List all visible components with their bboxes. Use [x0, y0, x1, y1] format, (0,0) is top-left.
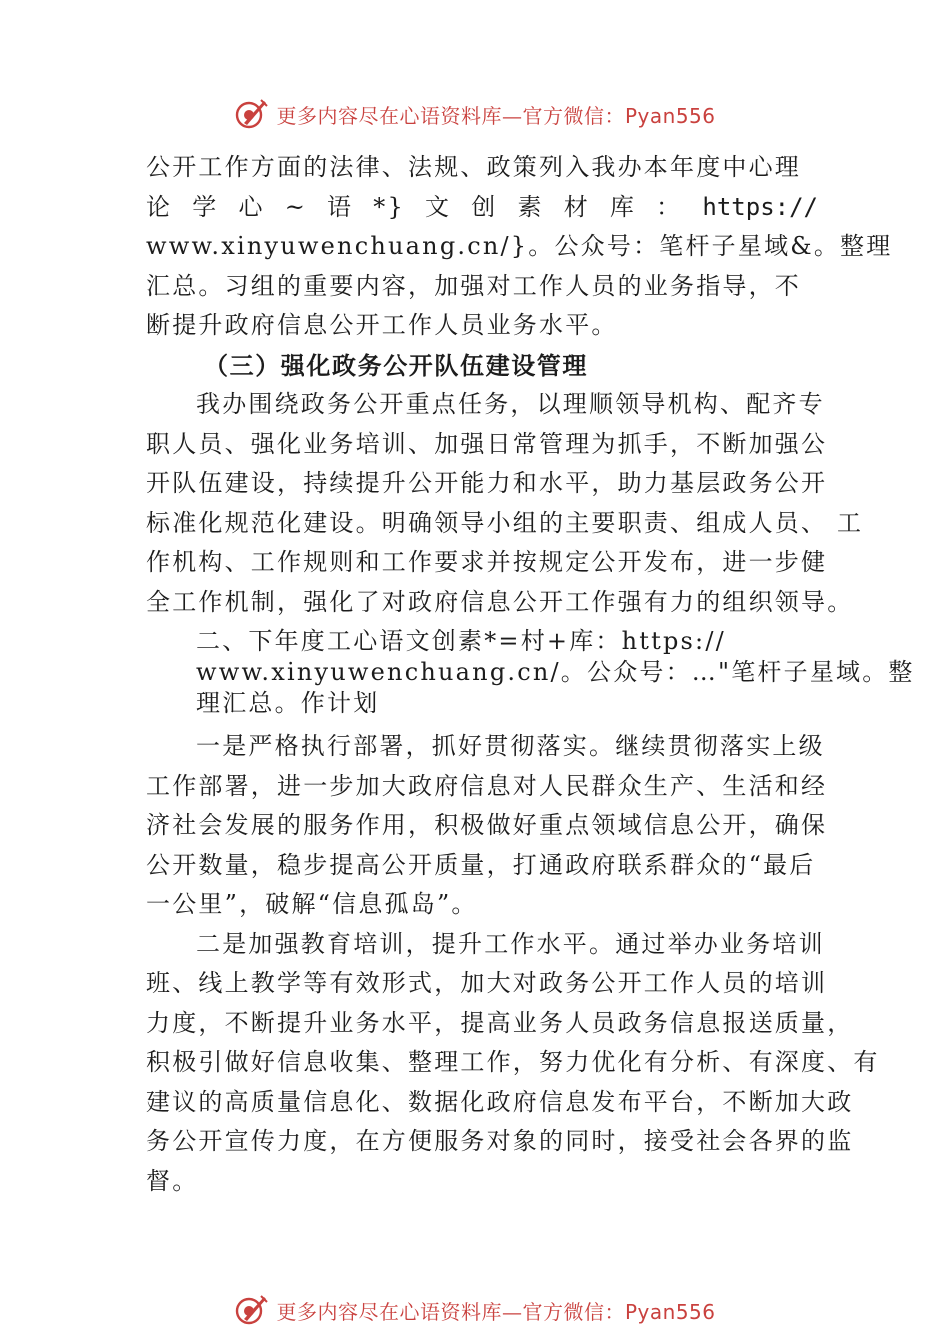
paragraph-line: 一公里”，破解“信息孤岛”。	[146, 890, 478, 918]
wechat-id: Pyan556	[624, 103, 716, 128]
paragraph-line: 力度，不断提升业务水平，提高业务人员政务信息报送质量，	[146, 1008, 854, 1037]
paragraph-line: 我办围绕政务公开重点任务，以理顺领导机构、配齐专	[196, 390, 825, 418]
header-banner-text: 更多内容尽在心语资料库—官方微信：Pyan556	[276, 103, 716, 128]
body-line-spaced: 论 学 心 ~ 语 *} 文 创 素 材 库 ： https://	[146, 192, 818, 221]
body-line: 汇总。习组的重要内容，加强对工作人员的业务指导，不	[146, 271, 801, 300]
body-line: 公开工作方面的法律、法规、政策列入我办本年度中心理	[146, 153, 801, 181]
paragraph-line: 督。	[146, 1166, 199, 1195]
paragraph-line: 全工作机制，强化了对政府信息公开工作强有力的组织领导。	[146, 587, 854, 616]
paragraph-line: 班、线上教学等有效形式，加大对政务公开工作人员的培训	[146, 969, 828, 997]
body-line: www.xinyuwenchuang.cn/}。公众号：笔杆子星域&。整理	[146, 232, 893, 260]
section-two-heading: 二、下年度工心语文创素*=村+库：https://	[196, 627, 726, 655]
paragraph-line: 工作部署，进一步加大政府信息对人民群众生产、生活和经	[146, 771, 828, 800]
paragraph-line: 一是严格执行部署，抓好贯彻落实。继续贯彻落实上级	[196, 732, 825, 760]
paragraph-line: 济社会发展的服务作用，积极做好重点领域信息公开，确保	[146, 811, 828, 839]
paragraph-line: 二是加强教育培训，提升工作水平。通过举办业务培训	[196, 929, 825, 958]
paragraph-line: 标准化规范化建设。明确领导小组的主要职责、组成人员、 工	[146, 508, 864, 537]
quill-seal-logo-icon	[234, 97, 268, 131]
footer-banner	[0, 1290, 950, 1330]
paragraph-line: 积极引做好信息收集、整理工作，努力优化有分析、有深度、有	[146, 1048, 880, 1076]
quill-seal-logo-icon	[234, 1293, 268, 1327]
header-banner	[0, 94, 950, 134]
paragraph-line: 作机构、工作规则和工作要求并按规定公开发布，进一步健	[146, 548, 828, 576]
paragraph-line: 建议的高质量信息化、数据化政府信息发布平台，不断加大政	[146, 1087, 854, 1116]
section-heading: （三）强化政务公开队伍建设管理	[204, 350, 588, 380]
document-body	[146, 148, 915, 1201]
section-two-heading: 理汇总。作计划	[196, 689, 380, 717]
section-two-heading: www.xinyuwenchuang.cn/。公众号：…"笔杆子星域。整	[196, 658, 915, 686]
body-line: 断提升政府信息公开工作人员业务水平。	[146, 311, 618, 339]
paragraph-line: 务公开宣传力度，在方便服务对象的同时，接受社会各界的监	[146, 1127, 854, 1155]
paragraph-line: 开队伍建设，持续提升公开能力和水平，助力基层政务公开	[146, 469, 828, 497]
wechat-id: Pyan556	[624, 1299, 716, 1324]
footer-banner-text: 更多内容尽在心语资料库—官方微信：Pyan556	[276, 1299, 716, 1324]
paragraph-line: 职人员、强化业务培训、加强日常管理为抓手，不断加强公	[146, 429, 828, 458]
paragraph-line: 公开数量，稳步提高公开质量，打通政府联系群众的“最后	[146, 850, 816, 879]
